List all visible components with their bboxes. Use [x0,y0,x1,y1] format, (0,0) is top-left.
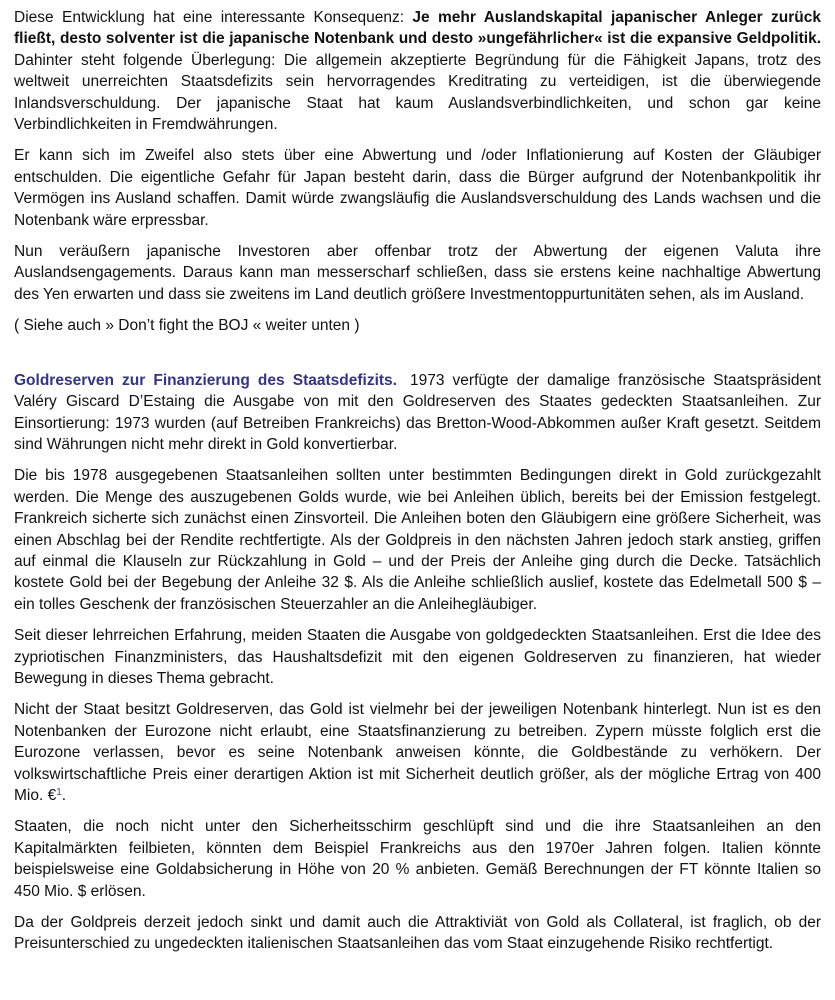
text-run: Nicht der Staat besitzt Goldreserven, das Gold ist vielmehr bei der jeweiligen Notenbank hinterlegt. Nun ist es den Notenbanken der Eurozone nicht erlaubt, eine Staatsfinanzierung zu betreiben. Zypern müsste folglich erst die Eurozone verlassen, bevor es seine Notenbank anweisen könnte, die Goldbestände zu verhökern. Der volkswirtschaftliche Preis einer derartigen Aktion ist mit Sicherheit deutlich größer, als der mögliche Ertrag von 400 Mio. € [14,701,821,804]
paragraph-sicherheitsschirm [14,816,821,902]
text-run: Seit dieser lehrreichen Erfahrung, meiden Staaten die Ausgabe von goldgedeckten Staatsanleihen. Erst die Idee des zypriotischen Finanzministers, das Haushaltsdefizit mit den eigenen Goldreserven zu finanzieren, hat wieder Bewegung in dieses Thema gebracht. [14,627,821,687]
paragraph-investoren [14,241,821,305]
paragraph-lehrreiche-erfahrung [14,625,821,689]
footnote-marker-1: 1 [56,787,62,798]
text-run: Die bis 1978 ausgegebenen Staatsanleihen sollten unter bestimmten Bedingungen direkt in Gold zurückgezahlt werden. Die Menge des auszugebenen Golds wurde, wie bei Anleihen üblich, bereits bei der Emission festgelegt. Frankreich sicherte sich zunächst einen Zinsvorteil. Die Anleihen boten den Gläubigern eine größere Sicherheit, was einen Abschlag bei der Rendite rechtfertigte. Als der Goldpreis in den nächsten Jahren jedoch stark anstieg, griffen auf einmal die Klauseln zur Rückzahlung in Gold – und der Preis der Anleihe ging durch die Decke. Tatsächlich kostete Gold bei der Begebung der Anleihe 32 $. Als die Anleihe schließlich auslief, kostete das Edelmetall 500 $ – ein tolles Geschenk der französischen Steuerzahler an die Anleihegläubiger. [14,467,821,613]
paragraph-entschulden [14,145,821,231]
bold-emphasis-run: Je mehr Auslandskapital japanischer Anleger zurück fließt, desto solventer ist die japanische Notenbank und desto »ungefährlicher« ist die expansive Geldpolitik. [14,9,821,48]
text-run: 1973 verfügte der damalige französische Staatspräsident Valéry Giscard D’Estaing die Ausgabe von mit den Goldreserven des Staates gedeckten Staatsanleihen. Zur Einsortierung: 1973 wurden (auf Betreiben Frankreichs) das Bretton-Wood-Abkommen außer Kraft gesetzt. Seitdem sind Währungen nicht mehr direkt in Gold konvertierbar. [14,371,821,453]
paragraph-notenbank-gold [14,699,821,806]
section-heading: Goldreserven zur Finanzierung des Staatsdefizits. [14,371,397,389]
text-run: Diese Entwicklung hat eine interessante Konsequenz: [14,9,413,26]
text-run: Nun veräußern japanische Investoren aber offenbar trotz der Abwertung der eigenen Valuta ihre Auslandsengagements. Daraus kann man messerscharf schließen, dass sie erstens keine nachhaltige Abwertung des Yen erwarten und dass sie zweitens im Land deutlich größere Investmentoppurtunitäten sehen, als im Ausland. [14,243,821,303]
paragraph-see-also-note [14,315,821,336]
text-run: Staaten, die noch nicht unter den Sicherheitsschirm geschlüpft sind und die ihre Staatsanleihen an den Kapitalmärkten feilbieten, könnten dem Beispiel Frankreichs aus den 1970er Jahren folgen. Italien könnte beispielsweise eine Goldabsicherung in Höhe von 20 % anbieten. Gemäß Berechnungen der FT könnte Italien so 450 Mio. $ erlösen. [14,818,821,900]
text-run: Dahinter steht folgende Überlegung: Die allgemein akzeptierte Begründung für die Fähigkeit Japans, trotz des weltweit unerreichten Staatsdefizits sein hervorragendes Kreditrating zu verteidigen, ist die überwiegende Inlandsverschuldung. Der japanische Staat hat kaum Auslandsverbindlichkeiten, und schon gar keine Verbindlichkeiten in Fremdwährungen. [14,51,821,134]
text-run: Da der Goldpreis derzeit jedoch sinkt und damit auch die Attraktiviät von Gold als Collateral, ist fraglich, ob der Preisunterschied zu ungedeckten italienischen Staatsanleihen das vom Staat einzugehende Risiko rechtfertigt. [14,914,821,953]
paragraph-goldpreis-sinkt [14,912,821,955]
paragraph-anleihen-1978 [14,465,821,615]
paragraph-goldreserven-section [14,370,821,456]
text-run: . [61,787,67,804]
text-run: Er kann sich im Zweifel also stets über eine Abwertung und /oder Inflationierung auf Kosten der Gläubiger entschulden. Die eigentliche Gefahr für Japan besteht darin, dass die Bürger aufgrund der Notenbankpolitik ihr Vermögen ins Ausland schaffen. Damit würde zwangsläufig die Auslandsverschuldung des Lands wachsen und die Notenbank wäre erpressbar. [14,147,821,229]
text-run: ( Siehe auch » Don’t fight the BOJ « weiter unten ) [14,317,360,335]
paragraph-japan-consequence [14,7,821,135]
